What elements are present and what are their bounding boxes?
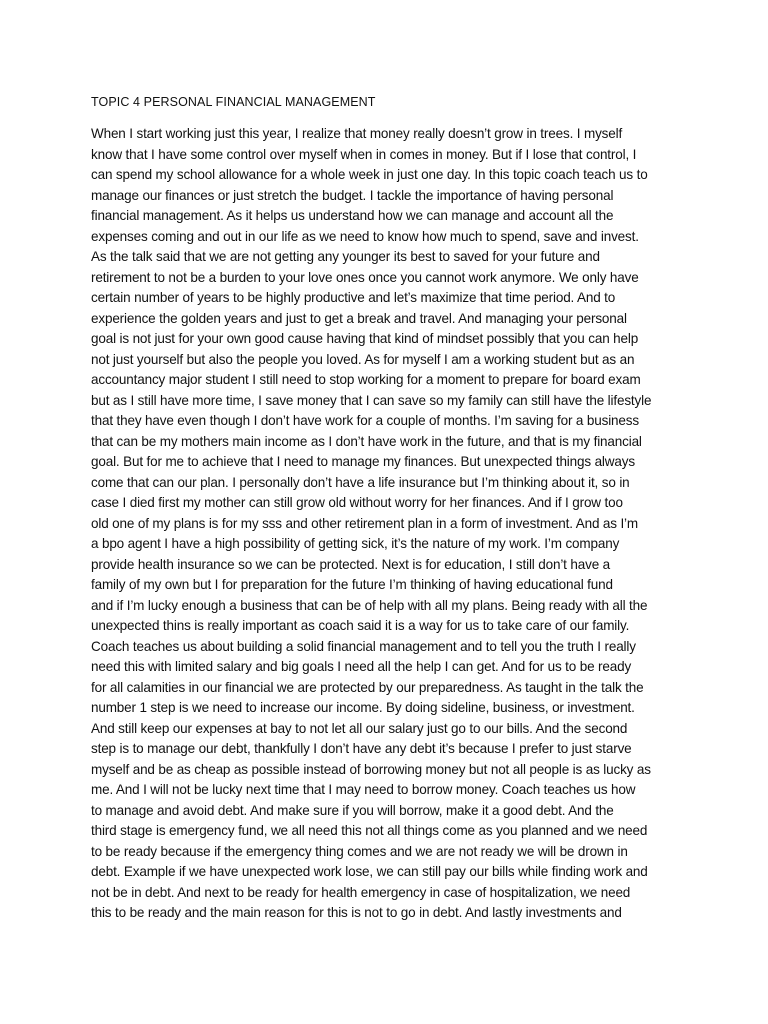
body-line: and if I’m lucky enough a business that can be of help with all my plans. Being ready with all the [91,597,648,613]
body-line: And still keep our expenses at bay to not let all our salary just go to our bills. And the second [91,720,628,736]
body-line: this to be ready and the main reason for this is not to go in debt. And lastly investments and [91,905,622,920]
body-line: come that can our plan. I personally don’t have a life insurance but I’m thinking about it, so in [91,474,630,490]
body-line: not just yourself but also the people you loved. As for myself I am a working student but as an [91,351,635,367]
body-line: When I start working just this year, I realize that money really doesn’t grow in trees. I myself [91,126,623,141]
body-line: debt. Example if we have unexpected work lose, we can still pay our bills while finding work and [91,864,648,879]
body-line: to manage and avoid debt. And make sure if you will borrow, make it a good debt. And the [91,802,614,818]
body-line: step is to manage our debt, thankfully I don’t have any debt it’s because I prefer to just starve [91,741,632,756]
document-body [91,124,691,924]
body-line: number 1 step is we need to increase our income. By doing sideline, business, or investment. [91,700,635,715]
body-line: not be in debt. And next to be ready for health emergency in case of hospitalization, we need [91,884,631,900]
body-line: Coach teaches us about building a solid financial management and to tell you the truth I really [91,638,636,654]
body-line: a bpo agent I have a high possibility of getting sick, it’s the nature of my work. I’m company [91,536,620,551]
body-line: old one of my plans is for my sss and other retirement plan in a form of investment. And as I’m [91,515,639,531]
body-line: family of my own but I for preparation for the future I’m thinking of having educational fund [91,577,613,592]
body-line: goal. But for me to achieve that I need to manage my finances. But unexpected things always [91,454,635,469]
body-line: to be ready because if the emergency thing comes and we are not ready we will be drown in [91,843,628,859]
body-line: As the talk said that we are not getting any younger its best to saved for your future and [91,249,600,264]
body-line: myself and be as cheap as possible instead of borrowing money but not all people is as lucky as [91,761,651,777]
document-title: TOPIC 4 PERSONAL FINANCIAL MANAGEMENT [91,95,376,109]
body-line: can spend my school allowance for a whole week in just one day. In this topic coach teach us to [91,167,648,182]
body-line: that can be my mothers main income as I don’t have work in the future, and that is my financial [91,433,642,449]
body-line: expenses coming and out in our life as we need to know how much to spend, save and invest. [91,228,639,244]
body-line: accountancy major student I still need to stop working for a moment to prepare for board exam [91,372,641,387]
body-line: provide health insurance so we can be protected. Next is for education, I still don’t have a [91,556,611,572]
body-line: but as I still have more time, I save money that I can save so my family can still have the lifestyle [91,392,652,408]
body-line: that they have even though I don’t have work for a couple of months. I’m saving for a business [91,413,639,428]
body-line: for all calamities in our financial we are protected by our preparedness. As taught in the talk the [91,679,644,695]
body-line: experience the golden years and just to get a break and travel. And managing your personal [91,310,627,326]
body-line: goal is not just for your own good cause having that kind of mindset possibly that you can help [91,331,639,346]
body-line: third stage is emergency fund, we all need this not all things come as you planned and we need [91,823,648,838]
body-line: certain number of years to be highly productive and let’s maximize that time period. And to [91,290,616,305]
body-line: financial management. As it helps us understand how we can manage and account all the [91,208,614,223]
body-line: retirement to not be a burden to your love ones once you cannot work anymore. We only have [91,269,639,285]
body-line: me. And I will not be lucky next time that I may need to borrow money. Coach teaches us how [91,782,636,797]
body-line: manage our finances or just stretch the budget. I tackle the importance of having personal [91,187,614,203]
body-line: know that I have some control over myself when in comes in money. But if I lose that control, I [91,146,637,162]
body-line: need this with limited salary and big goals I need all the help I can get. And for us to be ready [91,659,632,674]
body-line: unexpected thins is really important as coach said it is a way for us to take care of our family. [91,618,630,633]
body-line: case I died first my mother can still grow old without worry for her finances. And if I grow too [91,495,623,510]
